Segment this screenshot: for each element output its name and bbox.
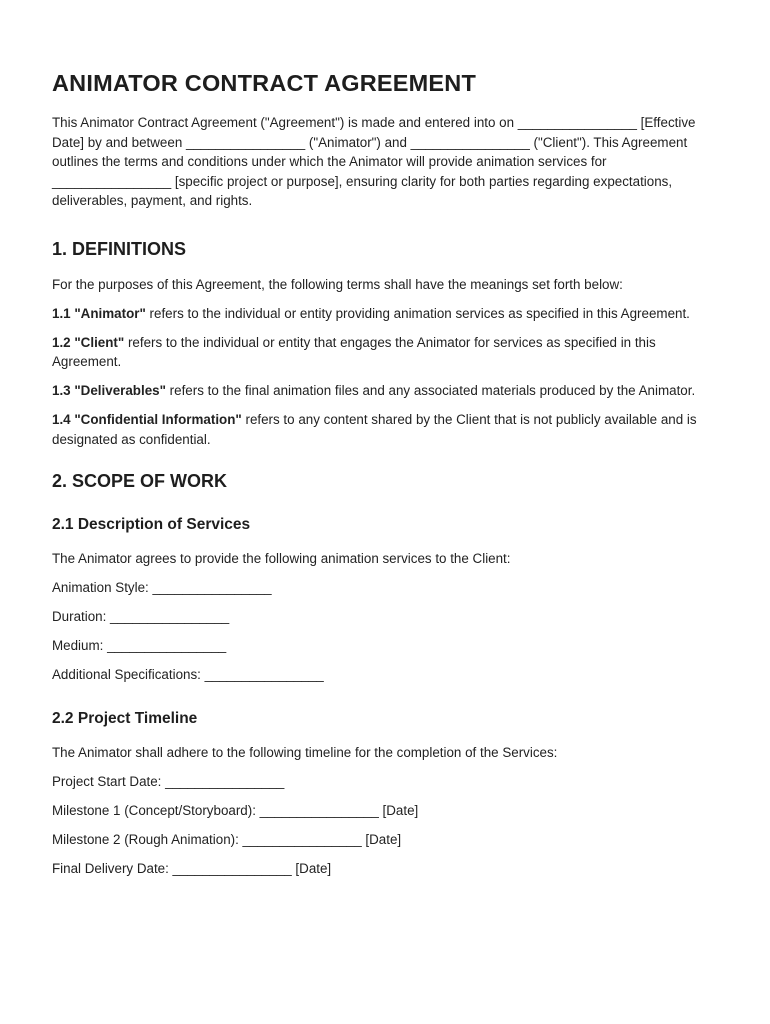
definition-term: 1.3 "Deliverables": [52, 383, 166, 398]
timeline-heading: 2.2 Project Timeline: [52, 709, 198, 727]
definitions-heading: 1. DEFINITIONS: [52, 238, 187, 259]
definition-item: [52, 333, 722, 372]
field-milestone-1: Milestone 1 (Concept/Storyboard): ________________ [Date]: [52, 802, 419, 818]
field-project-start-date: Project Start Date: ________________: [52, 773, 285, 789]
timeline-lead: The Animator shall adhere to the following timeline for the completion of the Services:: [52, 744, 558, 760]
definition-term: 1.2 "Client": [52, 334, 125, 350]
definition-text: refers to the individual or entity providing animation services as specified in this Agreement.: [145, 305, 690, 321]
field-animation-style: Animation Style: ________________: [52, 580, 272, 595]
field-final-delivery-date: Final Delivery Date: ________________ [Date]: [52, 860, 332, 876]
services-heading: 2.1 Description of Services: [52, 516, 251, 533]
field-duration: Duration: ________________: [52, 609, 230, 624]
definition-item: [52, 304, 722, 324]
field-medium: Medium: ________________: [52, 638, 227, 653]
services-lead: The Animator agrees to provide the following animation services to the Client:: [52, 551, 511, 566]
scope-section: [52, 471, 722, 878]
intro-paragraph: This Animator Contract Agreement ("Agreement") is made and entered into on ________________ [Effective Date] by and between ________________ ("Animator") and ________________ ("Client"). This Agreement outlines the terms and conditions under which the Animator will provide animation services for ________________ [specific project or purpose], ensuring clarity for both parties regarding expectations, deliverables, payment, and rights.: [52, 115, 696, 208]
definitions-section: [52, 239, 722, 450]
document-page: [52, 70, 722, 888]
definition-term: 1.4 "Confidential Information": [52, 412, 242, 427]
field-milestone-2: Milestone 2 (Rough Animation): ________________ [Date]: [52, 831, 402, 847]
field-additional-specifications: Additional Specifications: ________________: [52, 667, 324, 682]
definitions-lead: For the purposes of this Agreement, the following terms shall have the meanings set forth below:: [52, 276, 623, 292]
definition-item: [52, 381, 722, 401]
definition-text: refers to the final animation files and any associated materials produced by the Animator.: [165, 383, 696, 398]
scope-heading: 2. SCOPE OF WORK: [52, 471, 228, 491]
definition-text: refers to the individual or entity that engages the Animator for services as specified in this Agreement.: [52, 334, 656, 369]
document-title: ANIMATOR CONTRACT AGREEMENT: [52, 70, 477, 96]
definition-text: refers to any content shared by the Client that is not publicly available and is designated as confidential.: [52, 412, 697, 447]
definition-item: [52, 410, 722, 449]
definition-term: 1.1 "Animator": [52, 305, 146, 321]
